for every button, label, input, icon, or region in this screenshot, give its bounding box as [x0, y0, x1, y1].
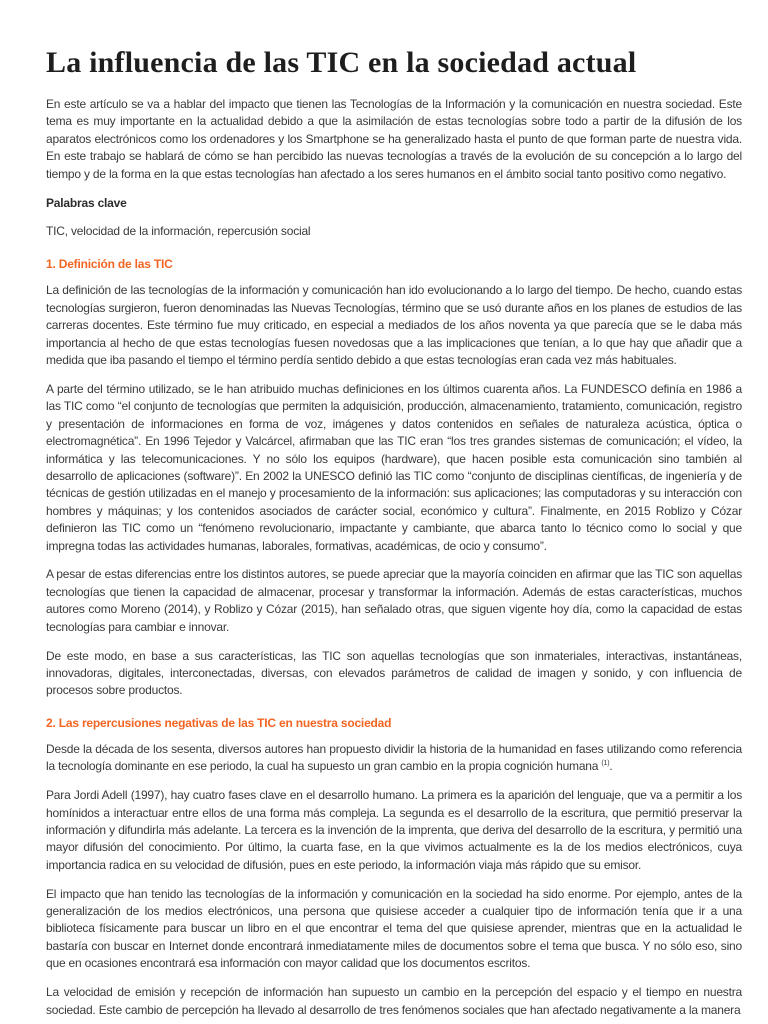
section-2-paragraph-1 — [46, 741, 742, 776]
intro-paragraph: En este artículo se va a hablar del impacto que tienen las Tecnologías de la Información y la comunicación en nuestra sociedad. Este tema es muy importante en la actualidad debido a que la asimilación de estas tecnologías sobre todo a partir de la difusión de los aparatos electrónicos como los ordenadores y los Smartphone se ha generalizado hasta el punto de que forman parte de nuestra vida. En este trabajo se hablará de cómo se han percibido las nuevas tecnologías a través de la evolución de su concepción a lo largo del tiempo y de la forma en la que estas tecnologías han afectado a los seres humanos en el ámbito social tanto positivo como negativo. — [46, 97, 742, 181]
article-title: La influencia de las TIC en la sociedad actual — [46, 46, 637, 79]
section-2-paragraph-2: Para Jordi Adell (1997), hay cuatro fases clave en el desarrollo humano. La primera es la aparición del lenguaje, que va a permitir a los homínidos a interactuar entre ellos de una forma más compleja. La segunda es el desarrollo de la escritura, que permitió preservar la información y difundirla más adelante. La tercera es la invención de la imprenta, que deriva del desarrollo de la escritura, y permitió una mayor difusión del conocimiento. Por último, la cuarta fase, en la que vivimos actualmente es la de los medios electrónicos, cuya importancia radica en su velocidad de difusión, pues en este periodo, la información viaja más rápido que su emisor. — [46, 788, 742, 872]
keywords-heading: Palabras clave — [46, 195, 127, 210]
footnote-reference: (1) — [601, 760, 610, 768]
section-2-paragraph-4: La velocidad de emisión y recepción de información han supuesto un cambio en la percepción del espacio y el tiempo en nuestra sociedad. Este cambio de percepción ha llevado al desarrollo de tres fenómenos sociales que han afectado negativamente a la manera — [46, 985, 742, 1017]
section-2-heading: 2. Las repercusiones negativas de las TIC en nuestra sociedad — [46, 715, 392, 730]
section-1-paragraph-2: A parte del término utilizado, se le han atribuido muchas definiciones en los últimos cuarenta años. La FUNDESCO definía en 1986 a las TIC como “el conjunto de tecnologías que permiten la adquisición, producción, almacenamiento, tratamiento, comunicación, registro y presentación de informaciones en forma de voz, imágenes y datos contenidos en señales de naturaleza acústica, óptica o electromagnética”. En 1996 Tejedor y Valcárcel, afirmaban que las TIC eran “los tres grandes sistemas de comunicación; el vídeo, la informática y las telecomunicaciones. Y no sólo los equipos (hardware), que hacen posible esta comunicación sino también al desarrollo de aplicaciones (software)”. En 2002 la UNESCO definió las TIC como “conjunto de disciplinas científicas, de ingeniería y de técnicas de gestión utilizadas en el manejo y procesamiento de la información: sus aplicaciones; las computadoras y su interacción con hombres y máquinas; y los contenidos asociados de carácter social, económico y cultura”. Finalmente, en 2015 Roblizo y Cózar definieron las TIC como un “fenómeno revolucionario, impactante y cambiante, que abarca tanto lo técnico como lo social y que impregna todas las actividades humanas, laborales, formativas, académicas, de ocio y consumo”. — [46, 381, 742, 553]
keywords-text: TIC, velocidad de la información, repercusión social — [46, 223, 311, 238]
section-1-paragraph-1: La definición de las tecnologías de la información y comunicación han ido evolucionando a lo largo del tiempo. De hecho, cuando estas tecnologías surgieron, fueron denominadas las Nuevas Tecnologías, término que se usó durante años en los planes de estudios de las carreras docentes. Este término fue muy criticado, en especial a mediados de los años noventa ya que parecía que se le daba más importancia al hecho de que estas tecnologías fuesen novedosas que a las implicaciones que tenían, a lo que hay que añadir que a medida que iba pasando el tiempo el término perdía sentido debido a que estas tecnologías eran cada vez más habituales. — [46, 283, 742, 367]
section-1-paragraph-3: A pesar de estas diferencias entre los distintos autores, se puede apreciar que la mayoría coinciden en afirmar que las TIC son aquellas tecnologías que tienen la capacidad de almacenar, procesar y transformar la información. Además de estas características, muchos autores como Moreno (2014), y Roblizo y Cózar (2015), han señalado otras, que siguen vigente hoy día, como la capacidad de estas tecnologías para cambiar e innovar. — [46, 567, 742, 634]
section-1-paragraph-4: De este modo, en base a sus características, las TIC son aquellas tecnologías que son inmateriales, interactivas, instantáneas, innovadoras, digitales, interconectadas, diversas, con elevados parámetros de calidad de imagen y sonido, y con influencia de procesos sobre productos. — [46, 648, 742, 698]
section-1-heading: 1. Definición de las TIC — [46, 257, 173, 272]
section-2-paragraph-3: El impacto que han tenido las tecnologías de la información y comunicación en la sociedad ha sido enorme. Por ejemplo, antes de la generalización de los medios electrónicos, una persona que quisiese acceder a cualquier tipo de información tenía que ir a una biblioteca físicamente para buscar un libro en el que encontrar el tema del que quisiese aprender, mientras que en la actualidad le bastaría con buscar en Internet donde encontrará inmediatamente miles de documentos sobre el tema que busca. Y no sólo eso, sino que en ocasiones encontrará esa información con mayor calidad que los documentos escritos. — [46, 886, 742, 971]
section-2-paragraph-1-end: . — [609, 759, 613, 774]
section-2-paragraph-1-text: Desde la década de los sesenta, diversos autores han propuesto dividir la historia de la humanidad en fases utilizando como referencia la tecnología dominante en ese periodo, la cual ha supuesto un gran cambio en la propia cognición humana — [46, 741, 742, 774]
